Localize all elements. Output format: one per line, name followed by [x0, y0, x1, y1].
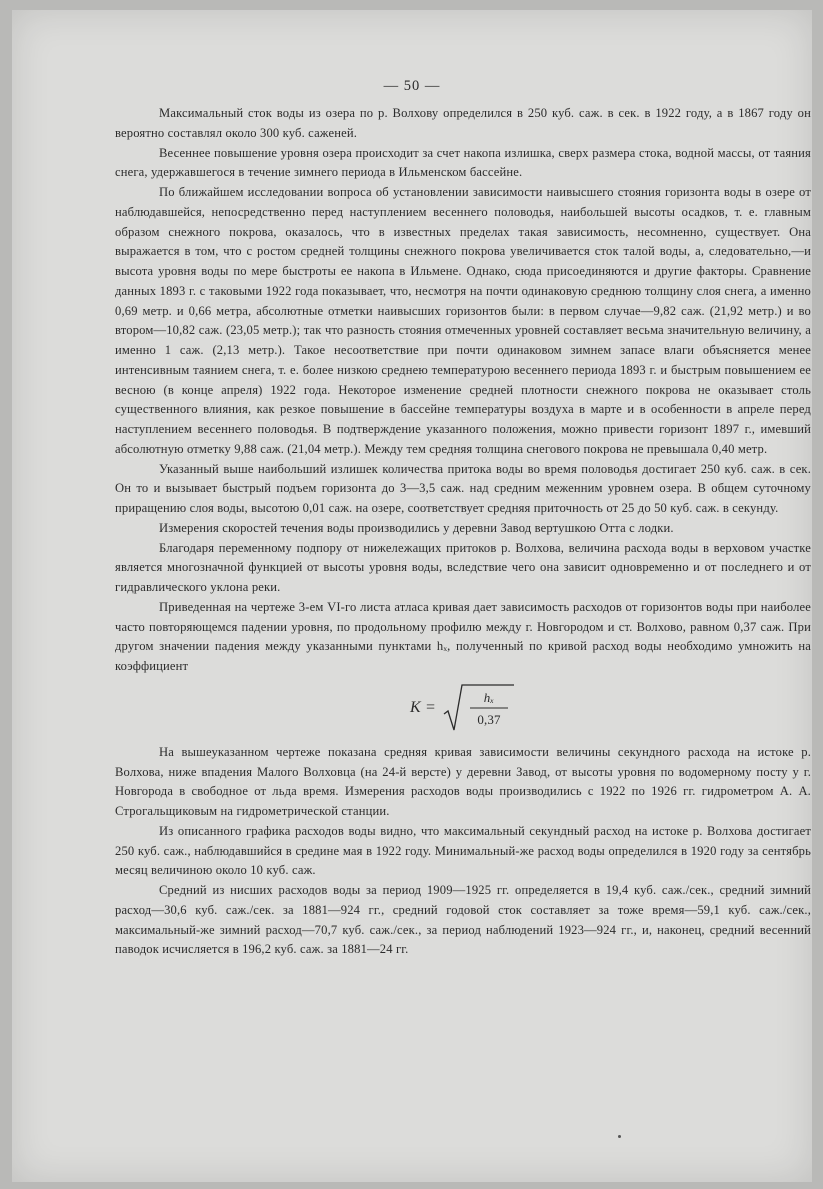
paragraph: Из описанного графика расходов воды видно, что максимальный секундный расход на истоке р. Волхова достигает 250 куб. саж., наблюдавшийся в средине мая в 1922 году. Минимальный-же расход воды определился в 1920 году за сентябрь месяц величиною около 10 куб. саж. — [115, 823, 811, 878]
paragraph: Максимальный сток воды из озера по р. Волхову определился в 250 куб. саж. в сек. в 1922 году, а в 1867 году он вероятно составлял около 300 куб. саженей. — [115, 106, 811, 140]
formula-denominator: 0,37 — [477, 711, 501, 727]
formula-radical — [442, 682, 516, 734]
paragraph: По ближайшем исследовании вопроса об установлении зависимости наивысшего стояния горизонта воды в озере от наблюдавшейся, непосредственно перед наступлением весеннего половодья, наибольшей высоты осадков, т. е. главным образом снежного покрова, оказалось, что в известных пределах такая зависимость, несомненно, существует. Она выражается в том, что с ростом средней толщины снежного покрова увеличивается сток талой воды, а, следовательно,—и высота уровня воды по мере быстроты ее накопа в Ильмене. Однако, сюда присоединяются и другие факторы. Сравнение данных 1893 г. с таковыми 1922 года показывает, что, несмотря на почти одинаковую среднюю толщину слоя снега, а именно 0,69 метр. и 0,66 метра, абсолютные отметки наивысших горизонтов были: в первом случае—9,82 саж. (21,92 метр.) и во втором—10,82 саж. (23,05 метр.); так что разность стояния отмеченных уровней составляет весьма значительную величину, а именно 1 саж. (2,13 метр.). Такое несоответствие при почти одинаковом зимнем запасе влаги объясняется менее интенсивным таянием снега, т. е. более низкою среднею температурою весеннего периода 1893 г. и быстрым повышением ее весною (в конце апреля) 1922 года. Некоторое изменение средней плотности снежного покрова не оказывает столь существенного влияния, как резкое повышение в бассейне температуры воздуха в марте и в особенности в апреле перед наступлением весеннего половодья. В подтверждение указанного положения, можно привести горизонт 1897 г., имевший абсолютную отметку 9,88 саж. (21,04 метр.). Между тем средняя толщина снегового покрова не превышала 0,40 метр. — [115, 185, 811, 456]
paragraph: Средний из нисших расходов воды за период 1909—1925 гг. определяется в 19,4 куб. саж./сек., средний зимний расход—30,6 куб. саж./сек. за 1881—924 гг., средний годовой сток составляет за тоже время—59,1 куб. саж./сек., максимальный-же зимний расход—70,7 куб. саж./сек., за период наблюдений 1923—924 гг., и, наконец, средний весенний паводок исчисляется в 196,2 куб. саж. за 1881—24 гг. — [115, 883, 811, 957]
page-number: — 50 — — [383, 78, 441, 94]
document-page — [12, 10, 812, 1182]
paragraph: Весеннее повышение уровня озера происходит за счет накопа излишка, сверх размера стока, водной массы, от таяния снега, удержавшегося в течение зимнего периода в Ильменском бассейне. — [115, 145, 811, 180]
paragraph: Указанный выше наибольший излишек количества притока воды во время половодья достигает 250 куб. саж. в сек. Он то и вызывает быстрый подъем горизонта до 3—3,5 саж. над средним меженним уровнем озера. В общем суточному приращению слоя воды, высотою 0,01 саж. на озере, соответствует средняя приточность от 25 до 50 куб. саж. в секунду. — [115, 461, 811, 515]
paragraph: Приведенная на чертеже 3-ем VI-го листа атласа кривая дает зависимость расходов от горизонтов воды при наиболее часто повторяющемся падении уровня, по продольному профилю между г. Новгородом и ст. Волхово, равном 0,37 саж. При другом значении падения между указанными пунктами hₓ, полученный по кривой расход воды необходимо умножить на коэффициент — [115, 599, 811, 673]
paragraph: На вышеуказанном чертеже показана средняя кривая зависимости величины секундного расхода на истоке р. Волхова, ниже впадения Малого Волховца (на 24-й версте) у деревни Завод, от высоты уровня по водомерному посту у г. Новгорода в свободное от льда время. Измерения расходов воды производились с 1922 по 1926 гг. гидрометром А. А. Строгальщиковым на гидрометрической станции. — [115, 744, 811, 818]
paragraph: Измерения скоростей течения воды производились у деревни Завод вертушкою Отта с лодки. — [159, 520, 674, 535]
formula-numerator: hₓ — [483, 689, 495, 705]
paragraph: Благодаря переменному подпору от нижележащих притоков р. Волхова, величина расхода воды в верховом участке является многозначной функцией от высоты уровня воды, вследствие чего она зависит одновременно и от последнего и от гидравлического уклона реки. — [115, 540, 811, 594]
speck-mark — [618, 1135, 621, 1138]
coefficient-formula — [115, 679, 811, 737]
body-text — [115, 104, 811, 960]
formula-lhs: K = — [410, 698, 436, 716]
